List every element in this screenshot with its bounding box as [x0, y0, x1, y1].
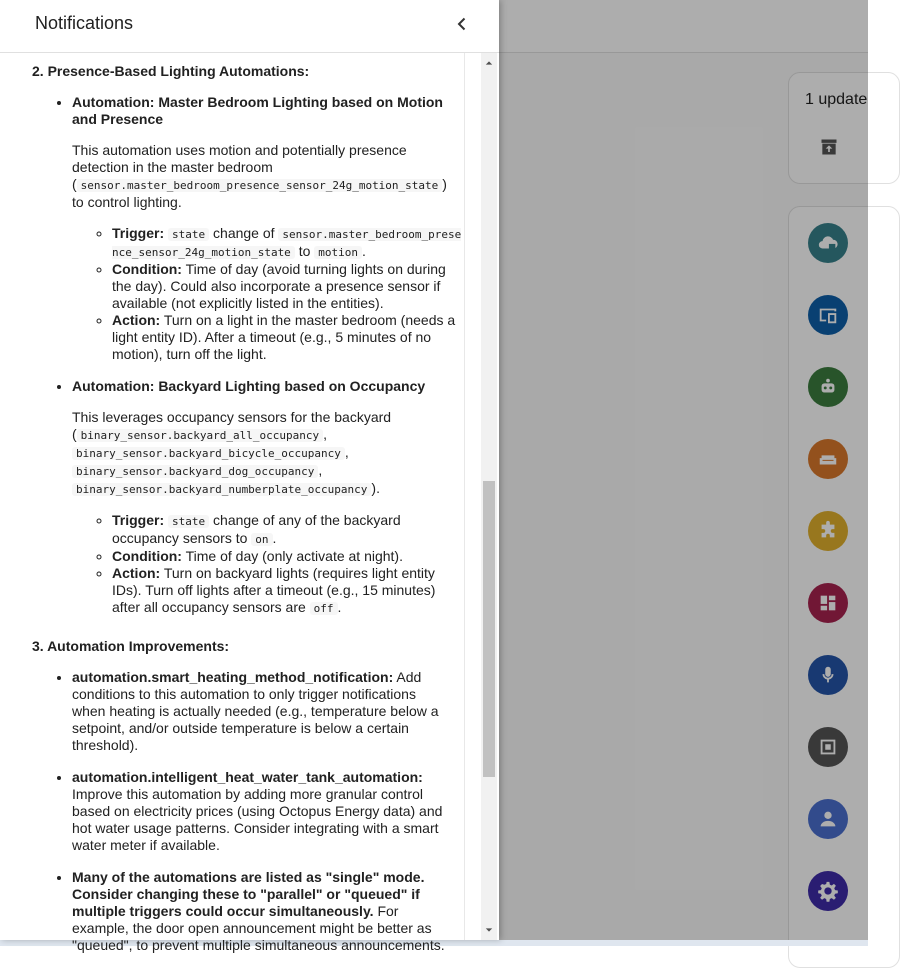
section-title: Presence-Based Lighting Automations: — [47, 63, 310, 79]
notification-content — [0, 53, 464, 953]
item-heading: automation.smart_heating_method_notification: — [72, 669, 394, 685]
scroll-up-arrow[interactable] — [481, 55, 497, 71]
list-item — [72, 378, 464, 617]
drawer-title: Notifications — [35, 13, 134, 33]
item-heading: • Automation: Master Bedroom Lighting based on Motion and Presence — [72, 94, 443, 127]
item-heading: Many of the automations are listed as "single" mode. Consider changing these to "parallel" or "queued" if multiple triggers could occur simultaneously. — [72, 869, 425, 919]
condition-item: ◦ Condition: Time of day (avoid turning lights on during the day). Could also incorporate a presence sensor if available (not explicitly listed in the entities). — [112, 261, 464, 312]
section-presence-lighting — [32, 41, 464, 617]
list-item — [72, 869, 464, 954]
content-divider — [464, 53, 465, 940]
scroll-down-arrow[interactable] — [481, 922, 497, 938]
chevron-left-icon — [454, 16, 470, 32]
list-item — [72, 769, 464, 854]
section-title: Automation Improvements: — [47, 638, 230, 654]
item-text: Add conditions to this automation to only trigger notifications when heating is actually needed (e.g., temperature below a setpoint, and/or outside temperature is below a certain threshold). — [72, 669, 439, 753]
item-heading: • Automation: Backyard Lighting based on Occupancy — [72, 378, 426, 394]
section-number: 2. — [32, 63, 44, 79]
trigger-item: ◦ Trigger: state change of sensor.master_bedroom_presence_sensor_24g_motion_state to motion . — [112, 225, 464, 261]
item-text: For example, the door open announcement might be better as "queued", to prevent multiple simultaneous announcements. — [72, 903, 445, 953]
item-heading: automation.intelligent_heat_water_tank_automation: — [72, 769, 423, 785]
section-number: 3. — [32, 638, 44, 654]
section-automation-improvements — [32, 632, 464, 954]
item-description: This automation uses motion and potentially presence detection in the master bedroom ( sensor.master_bedroom_presence_sensor_24g_motion_state ) to control lighting. — [72, 142, 447, 210]
updates-card-title: 1 update — [805, 91, 868, 108]
condition-item: ◦ Condition: Time of day (only activate at night). — [112, 548, 464, 565]
entity-code: sensor.master_bedroom_presence_sensor_24g_motion_state — [77, 179, 443, 192]
list-item — [72, 94, 464, 363]
scrollbar[interactable] — [481, 53, 497, 940]
action-item: ◦ Action: Turn on backyard lights (requires light entity IDs). Turn off lights after a timeout (e.g., 15 minutes) after all occupancy sensors are off . — [112, 565, 464, 617]
list-item — [72, 669, 464, 754]
item-description: This leverages occupancy sensors for the backyard ( binary_sensor.backyard_all_occupancy , binary_sensor.backyard_bicycle_occupancy , binary_sensor.backyard_dog_occupancy , binary_sensor.backyard_numberplate_occupancy ). — [72, 409, 392, 496]
close-drawer-button[interactable] — [450, 12, 474, 36]
scrollbar-thumb[interactable] — [483, 481, 495, 777]
item-text: Improve this automation by adding more granular control based on electricity prices (using Octopus Energy data) and hot water usage patterns. Consider integrating with a smart water meter if available. — [72, 786, 443, 853]
action-item: ◦ Action: Turn on a light in the master bedroom (needs a light entity ID). After a timeout (e.g., 5 minutes of no motion), turn off the light. — [112, 312, 464, 363]
trigger-item: ◦ Trigger: state change of any of the backyard occupancy sensors to on . — [112, 512, 464, 548]
